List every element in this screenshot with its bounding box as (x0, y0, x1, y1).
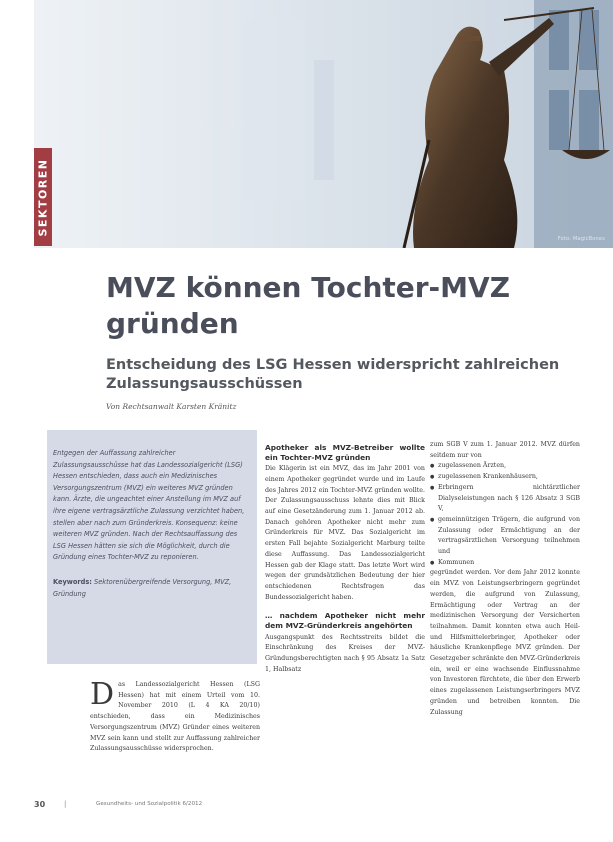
intro-text: as Landessozialgericht Hessen (LSG Hessen) hat mit einem Urteil vom 10. November 2010 (L 4 KA 20/10) entschieden, dass ein Medizinisches Versorgungszentrum (MVZ) Gründer eines weiteren MVZ sein kann und stellt zur Auffassung zahlreicher Zulassungsausschüsse widersprochen. (90, 681, 260, 753)
article-title: MVZ können Tochter-MVZ gründen (106, 271, 511, 340)
article-subtitle: Entscheidung des LSG Hessen widerspricht zahlreichen Zulassungsausschüssen (106, 357, 560, 392)
section-tab (34, 148, 52, 246)
column-2 (265, 443, 425, 675)
page-number: 30 (34, 800, 46, 809)
footer-separator: | (64, 800, 67, 808)
section-text-1: Die Klägerin ist ein MVZ, das im Jahr 2001 von einem Apotheker gegründet wurde und im Laufe des Jahres 2012 ein Tochter-MVZ gründen wollte. Der Zulassungsausschuss lehnte dies mit Blick auf eine Gesetzänderung zum 1. Januar 2012 ab. Danach gehören Apotheker nicht mehr zum Gründerkreis für MVZ. Das Sozialgericht im ersten Fall bejahte Sozialgericht Marburg teilte diese Auffassung. Das Landessozialgericht Hessen gab der Klage statt. Das letzte Wort wird wegen der grundsätzlichen Bedeutung der hier entschiedenen Rechtsfragen das Bundessozialgericht haben. (265, 465, 425, 601)
keywords-text: Sektorenübergreifende Versorgung, MVZ, Gründung (53, 577, 232, 598)
list-item: ● Erbringern nichtärztlicher Dialyseleistungen nach § 126 Absatz 3 SGB V, (430, 483, 580, 515)
founder-list (430, 461, 580, 568)
justitia-photo (34, 0, 613, 248)
drop-cap: D (90, 677, 115, 712)
column-3-intro: zum SGB V zum 1. Januar 2012. MVZ dürfen seitdem nur von (430, 441, 580, 459)
justitia-statue-image (34, 0, 613, 248)
journal-name: Gesundheits- und Sozialpolitik 6/2012 (96, 801, 203, 807)
lead-paragraph: Entgegen der Auffassung zahlreicher Zulassungsausschüsse hat das Landessozialgericht (LSG) Hessen entschieden, dass auch ein Medizinisches Versorgungszentrum (MVZ) ein weiteres MVZ gründen kann. Ärzte, die ungeachtet einer Anstellung im MVZ auf ihre eigene vertragsärztliche Zulassung verzichtet haben, stellen aber nach zum Gründerkreis. Konsequenz: keine weiteren MVZ gründen. Nach der Rechtsauffassung des LSG Hessen hätten sie sich die Möglichkeit, durch die Gründung eines Tochter-MVZ zu reponieren. (53, 449, 245, 562)
section-heading-2: … nachdem Apotheker nicht mehr dem MVZ-Gründerkreis angehörten (265, 611, 425, 630)
lead-box (47, 430, 257, 664)
intro-paragraph (90, 677, 260, 755)
author-line: Von Rechtsanwalt Karsten Kränitz (106, 402, 237, 411)
column-3-text: gegründet werden. Vor dem Jahr 2012 konnte ein MVZ von Leistungserbringern gegründet werden, die aufgrund von Zulassung, Ermächtigung oder Vertrag an der medizinischen Versorgung der Versicherten teilnahmen. Damit konnten etwa auch Heil- und Hilfsmittelerbringer, Apotheker oder häusliche Krankenpflege MVZ gründen. Der Gesetzgeber schränkte den MVZ-Gründerkreis ein, weil er eine wachsende Einflussnahme von Investoren fürchtete, die über den Erwerb eines zugelassenen Leistungserbringers MVZ gründen und betreiben konnten. Die Zulassung (430, 569, 580, 716)
page-footer (34, 800, 594, 812)
list-item: ● zugelassenen Krankenhäusern, (430, 472, 580, 483)
list-item: ● gemeinnützigen Trägern, die aufgrund von Zulassung oder Ermächtigung an der vertragsärztlichen Versorgung teilnehmen und (430, 515, 580, 558)
list-item: ● zugelassenen Ärzten, (430, 461, 580, 472)
list-item: ● Kommunen (430, 558, 580, 569)
keywords-label: Keywords: (53, 577, 92, 586)
keywords (53, 577, 247, 600)
column-3 (430, 440, 580, 718)
section-text-2: Ausgangspunkt des Rechtsstreits bildet die Einschränkung des Kreises der MVZ-Gründungsberechtigten nach § 95 Absatz 1a Satz 1, Halbsatz (265, 633, 425, 673)
section-heading-1: Apotheker als MVZ-Betreiber wollte ein Tochter-MVZ gründen (265, 443, 425, 462)
section-tab-label: SEKTOREN (36, 157, 50, 237)
photo-credit: Foto: MagicBones (557, 236, 605, 242)
column-1 (90, 677, 260, 755)
